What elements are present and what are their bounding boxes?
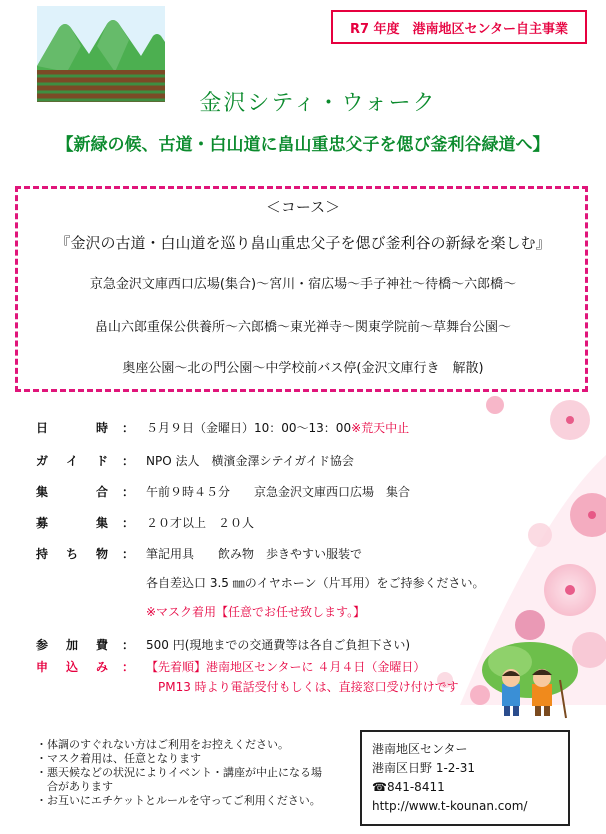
course-route-line: 京急金沢文庫西口広場(集合)～宮川・宿広場～手子神社～待橋～六郎橋～ — [89, 277, 517, 292]
fee-value: 500 円(現地までの交通費等は各自ご負担下さい) — [146, 638, 411, 652]
fee-label: 参 加 費 — [36, 638, 108, 652]
apply-value-2: PM13 時より電話受付もしくは、直接窓口受け付けです — [158, 680, 459, 694]
mask-note: ※マスク着用【任意でお任せ致します。】 — [146, 605, 366, 619]
meet-label: 集 合 — [36, 485, 108, 499]
contact-url[interactable]: http://www.t-kounan.com/ — [372, 799, 528, 813]
event-title: 金沢シティ・ウォーク — [199, 91, 437, 116]
note-item: ・体調のすぐれない方はご利用をお控えください。 — [36, 738, 289, 751]
notes-list — [36, 738, 346, 808]
date-value: ５月９日（金曜日）10：00～13：00※荒天中止 — [146, 421, 410, 435]
items-value: 筆記用具 飲み物 歩きやすい服装で — [146, 547, 363, 561]
contact-phone: ☎841-8411 — [372, 780, 445, 794]
apply-value: 【先着順】港南地区センターに ４月４日（金曜日） — [146, 660, 426, 674]
children-hiking-illustration — [480, 640, 580, 720]
apply-label: 申 込 み — [36, 660, 108, 674]
header-badge: R7 年度 港南地区センター自主事業 — [331, 10, 587, 44]
contact-address: 港南区日野 1-2-31 — [372, 761, 476, 775]
event-subtitle: 【新緑の候、古道・白山道に畠山重忠父子を偲び釜利谷緑道へ】 — [56, 135, 550, 155]
recruit-value: ２０才以上 ２０人 — [146, 516, 255, 530]
course-route-line: 奥座公園～北の門公園～中学校前バス停(金沢文庫行き 解散) — [122, 361, 484, 376]
note-item: ・お互いにエチケットとルールを守ってご利用ください。 — [36, 794, 321, 807]
note-item: ・マスク着用は、任意となります — [36, 752, 201, 765]
items-value-2: 各自差込口 3.5 ㎜のイヤホーン（片耳用）をご持参ください。 — [146, 576, 485, 590]
note-item: ・悪天候などの状況によりイベント・講座が中止になる場 — [36, 766, 322, 779]
recruit-label: 募 集 — [36, 516, 108, 530]
date-label: 日 時 — [36, 421, 108, 435]
contact-name: 港南地区センター — [372, 742, 468, 756]
guide-value: NPO 法人 横濱金澤シテイガイド協会 — [146, 454, 354, 468]
course-header: ＜コース＞ — [265, 198, 341, 216]
note-item: 合があります — [36, 780, 113, 793]
course-theme: 『金沢の古道・白山道を巡り畠山重忠父子を偲び釜利谷の新緑を楽しむ』 — [55, 234, 551, 252]
meet-value: 午前９時４５分 京急金沢文庫西口広場 集合 — [146, 485, 411, 499]
course-route-line: 畠山六郎重保公供養所～六郎橋～東光禅寺～関東学院前～草舞台公園～ — [94, 320, 511, 335]
guide-label: ガ イ ド — [36, 454, 108, 468]
contact-box — [360, 730, 570, 826]
items-label: 持 ち 物 — [36, 547, 108, 561]
